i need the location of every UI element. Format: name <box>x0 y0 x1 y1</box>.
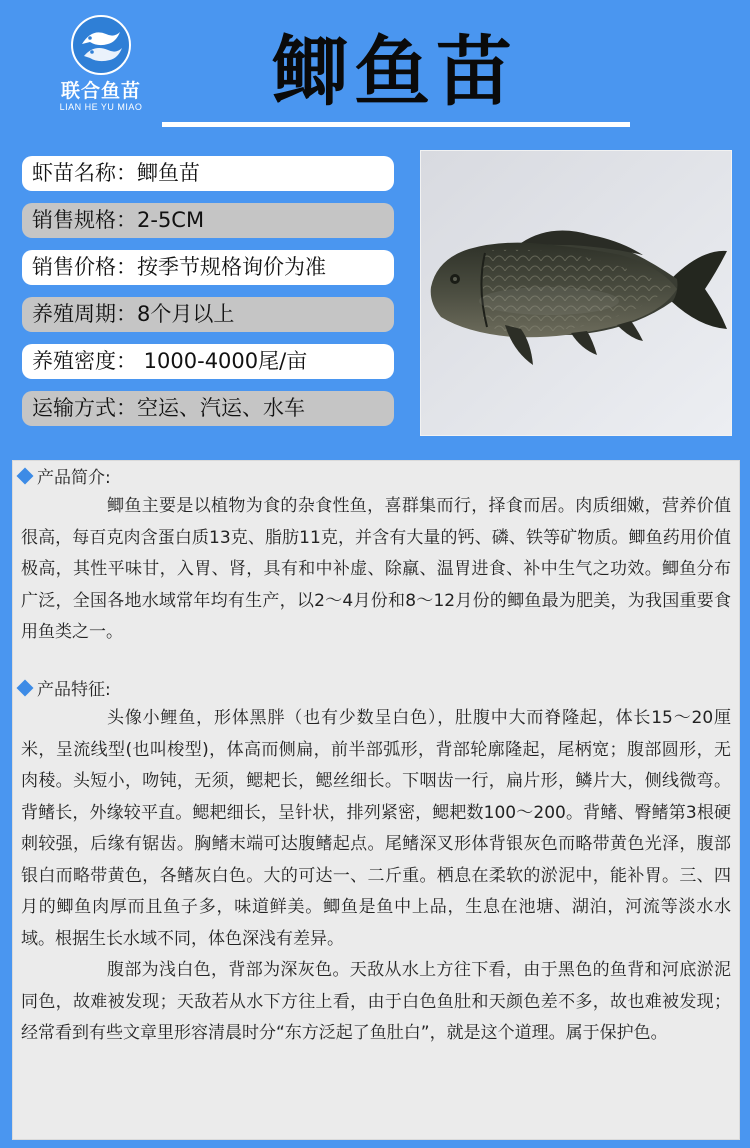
features-section <box>13 677 739 1050</box>
brand-pinyin: LIAN HE YU MIAO <box>59 102 143 112</box>
carp-image <box>421 151 731 435</box>
spec-label: 养殖密度： <box>32 349 137 373</box>
spec-value: 1000-4000尾/亩 <box>137 349 308 373</box>
spec-row-price <box>22 250 394 285</box>
features-heading <box>13 677 739 703</box>
spec-value: 2-5CM <box>137 208 205 232</box>
diamond-bullet-icon <box>17 468 34 485</box>
spec-row-density <box>22 344 394 379</box>
product-photo <box>420 150 732 436</box>
intro-section <box>13 465 739 649</box>
spec-row-name <box>22 156 394 191</box>
features-paragraph: 头像小鲤鱼，形体黑胖（也有少数呈白色），肚腹中大而脊隆起，体长15～20厘米，呈流线型(也叫梭型)，体高而侧扁，前半部弧形，背部轮廓隆起，尾柄宽；腹部圆形，无肉稜。头短小，吻钝，无须，鳃耙长，鳃丝细长。下咽齿一行，扁片形，鳞片大，侧线微弯。背鳍长，外缘较平直。鳃耙细长，呈针状，排列紧密，鳃耙数100～200。背鳍、臀鳍第3根硬刺较强，后缘有锯齿。胸鳍末端可达腹鳍起点。尾鳍深叉形体背银灰色而略带黄色光泽，腹部银白而略带黄色，各鳍灰白色。大的可达一、二斤重。栖息在柔软的淤泥中，能补胃。三、四月的鲫鱼肉厚而且鱼子多，味道鲜美。鲫鱼是鱼中上品，生息在池塘、湖泊，河流等淡水水域。根据生长水域不同，体色深浅有差异。 <box>21 708 731 949</box>
description-panel <box>12 460 740 1140</box>
diamond-bullet-icon <box>17 680 34 697</box>
fish-logo-icon <box>70 14 132 76</box>
spec-value: 按季节规格询价为准 <box>137 255 326 279</box>
spec-list <box>22 156 394 438</box>
title-underline <box>162 122 630 127</box>
spec-label: 运输方式： <box>32 396 137 420</box>
spec-label: 养殖周期： <box>32 302 137 326</box>
brand-name: 联合鱼苗 <box>60 80 141 102</box>
spec-row-transport <box>22 391 394 426</box>
spec-label: 销售价格： <box>32 255 137 279</box>
spec-value: 空运、汽运、水车 <box>137 396 305 420</box>
spec-row-cycle <box>22 297 394 332</box>
header <box>0 0 750 140</box>
spec-row-size <box>22 203 394 238</box>
features-paragraph: 腹部为浅白色，背部为深灰色。天敌从水上方往下看，由于黑色的鱼背和河底淤泥同色，故难被发现；天敌若从水下方往上看，由于白色鱼肚和天颜色差不多，故也难被发现；经常看到有些文章里形容清晨时分“东方泛起了鱼肚白”，就是这个道理。属于保护色。 <box>21 960 731 1043</box>
spec-label: 虾苗名称： <box>32 161 137 185</box>
spec-value: 鲫鱼苗 <box>137 161 200 185</box>
spec-label: 销售规格： <box>32 208 137 232</box>
brand-logo <box>46 14 156 124</box>
intro-paragraph: 鲫鱼主要是以植物为食的杂食性鱼，喜群集而行，择食而居。肉质细嫩，营养价值很高，每百克肉含蛋白质13克、脂肪11克，并含有大量的钙、磷、铁等矿物质。鲫鱼药用价值极高，其性平味甘，入胃、肾，具有和中补虚、除羸、温胃进食、补中生气之功效。鲫鱼分布广泛，全国各地水域常年均有生产，以2～4月份和8～12月份的鲫鱼最为肥美，为我国重要食用鱼类之一。 <box>21 496 731 642</box>
page-title: 鲫鱼苗 <box>272 27 518 116</box>
intro-heading <box>13 465 739 491</box>
spec-value: 8个月以上 <box>137 302 235 326</box>
intro-heading-text: 产品简介: <box>37 468 111 488</box>
features-heading-text: 产品特征: <box>37 680 111 700</box>
